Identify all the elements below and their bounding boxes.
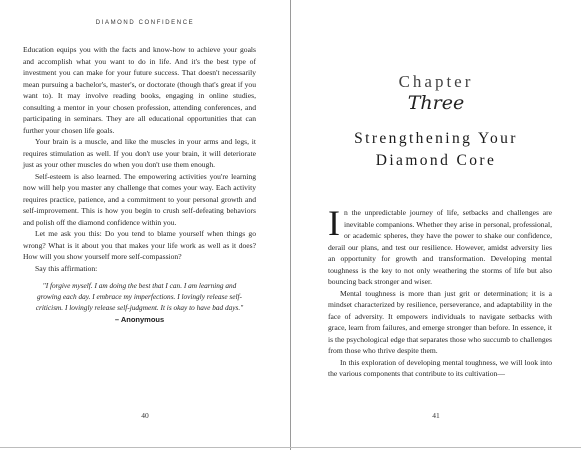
- chapter-title-line: Diamond Core: [375, 152, 497, 169]
- right-page-body: [328, 203, 552, 380]
- affirmation-quote: "I forgive myself. I am doing the best that I can. I am learning and growing each day. I embrace my imperfections. I lovingly release self-criticism. I lovingly release self-judgment. It is okay to have bad days.": [35, 281, 244, 312]
- body-paragraph: Your brain is a muscle, and like the muscles in your arms and legs, it requires stimulation as well. If you don't use your brain, it will deteriorate just as your other muscles do when you don't use them enough.: [23, 137, 256, 169]
- right-page: [291, 0, 581, 450]
- page-number-right: 41: [432, 411, 440, 420]
- paragraph-text: n the unpredictable journey of life, setbacks and challenges are inevitable companions. Whether they arise in personal, professional, or academic spheres, they have the power to shake our confidence, derail our plans, and test our resilience. However, amidst adversity lies an opportunity for growth and transformation. Developing mental toughness is the key to not only weathering the storms of life but also bouncing back stronger and wiser.: [328, 208, 552, 286]
- left-page: [0, 0, 290, 450]
- chapter-title: [291, 128, 581, 172]
- running-head: DIAMOND CONFIDENCE: [95, 20, 195, 26]
- chapter-label: Chapter: [398, 72, 474, 91]
- body-paragraph: Education equips you with the facts and know-how to achieve your goals and accomplish what you want to do in life. And it's the best type of investment you can make for your future success. That doesn't necessarily mean pursuing a bachelor's, master's, or doctorate (though that's great if you want to). It may involve reading books, engaging in online studies, consulting a mentor in your chosen profession, attending conferences, and participating in seminars. They are all educational opportunities that can further your chosen life goals.: [23, 45, 256, 135]
- page-number-left: 40: [141, 411, 149, 420]
- body-paragraph: In this exploration of developing mental toughness, we will look into the various components that contribute to its cultivation—: [328, 357, 552, 378]
- body-paragraph: [328, 203, 552, 288]
- drop-cap: I: [328, 203, 340, 243]
- body-paragraph: Mental toughness is more than just grit or determination; it is a mindset characterized by resilience, perseverance, and adaptability in the face of adversity. It empowers individuals to navigate setbacks with grace, learn from failures, and emerge stronger than before. In essence, it is the psychological edge that separates those who succumb to challenges from those who thrive despite them.: [328, 288, 552, 355]
- chapter-number: Three: [407, 92, 465, 114]
- bottom-edge-rule: [0, 447, 581, 448]
- body-paragraph: Say this affirmation:: [35, 263, 98, 273]
- quote-attribution: – Anonymous: [114, 315, 165, 324]
- body-paragraph: Self-esteem is also learned. The empowering activities you're learning now will help you master any challenge that comes your way. Each activity requires practice, patience, and a commitment to your personal growth and self-improvement. This is how you begin to crush self-defeating behaviors and polish off the diamond confidence within you.: [23, 171, 256, 227]
- chapter-title-line: Strengthening Your: [354, 130, 518, 147]
- body-paragraph: Let me ask you this: Do you tend to blame yourself when things go wrong? What is it about you that makes your life work as well as it does? How will you show yourself more self-compassion?: [23, 229, 256, 261]
- left-page-body: [23, 44, 256, 326]
